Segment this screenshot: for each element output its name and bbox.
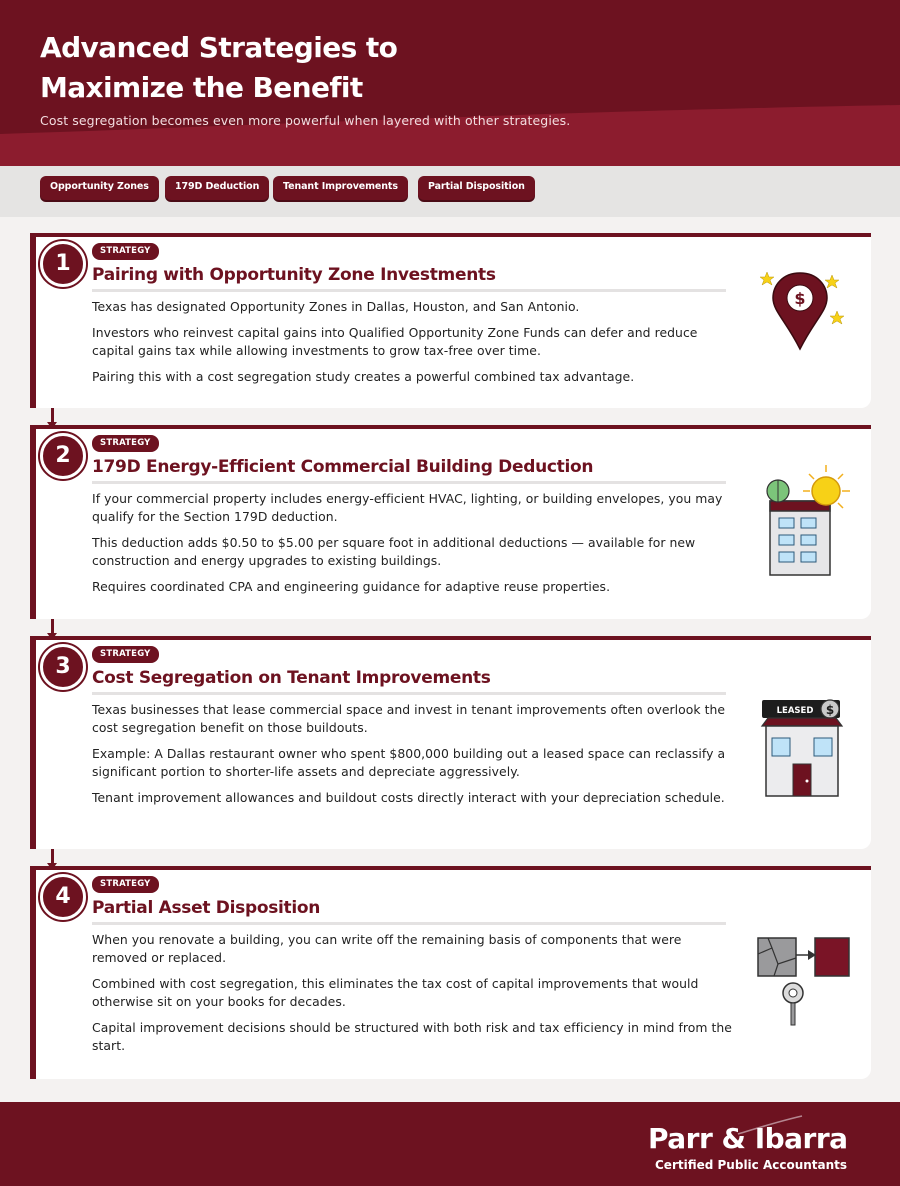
step-number: 2 — [40, 433, 86, 479]
strategy-paragraph: If your commercial property includes energy-efficient HVAC, lighting, or building envelopes, you may qualify for the Section 179D deduction. — [92, 491, 723, 524]
strategy-card-2 — [30, 425, 871, 619]
step-number: 1 — [40, 241, 86, 287]
leased-storefront-icon — [758, 696, 858, 801]
brand-tagline: Certified Public Accountants — [655, 1158, 848, 1172]
strategy-badge: STRATEGY — [92, 243, 159, 260]
strategy-paragraph: Requires coordinated CPA and engineering guidance for adaptive reuse properties. — [92, 579, 611, 594]
step-number: 4 — [40, 874, 86, 920]
strategy-body — [92, 298, 732, 394]
strategy-paragraph: Texas has designated Opportunity Zones in Dallas, Houston, and San Antonio. — [92, 299, 580, 314]
strategy-paragraph: Texas businesses that lease commercial space and invest in tenant improvements often overlook the cost segregation benefit on those buildouts. — [92, 702, 726, 735]
strategy-paragraph: Combined with cost segregation, this eliminates the tax cost of capital improvements that would otherwise sit on your books for decades. — [92, 976, 699, 1009]
component-replacement-icon — [754, 934, 860, 1030]
page-header — [0, 0, 900, 166]
strategy-body — [92, 490, 732, 604]
page-footer — [0, 1102, 900, 1186]
leased-sign-text: LEASED — [776, 706, 814, 716]
brand-logo-text: Parr & Ibarra — [648, 1122, 848, 1155]
strategy-title: Cost Segregation on Tenant Improvements — [92, 667, 726, 695]
strategy-card-3 — [30, 636, 871, 849]
strategy-paragraph: Example: A Dallas restaurant owner who spent $800,000 building out a leased space can reclassify a significant portion to shorter-life assets and depreciate aggressively. — [92, 746, 726, 779]
strategy-title: Pairing with Opportunity Zone Investments — [92, 264, 726, 292]
strategy-card-4 — [30, 866, 871, 1079]
strategy-paragraph: Pairing this with a cost segregation study creates a powerful combined tax advantage. — [92, 369, 635, 384]
map-pin-dollar-icon — [751, 267, 861, 357]
tag-partial-disposition[interactable]: Partial Disposition — [418, 176, 535, 200]
strategy-title: 179D Energy-Efficient Commercial Building Deduction — [92, 456, 726, 484]
strategy-paragraph: Investors who reinvest capital gains into Qualified Opportunity Zone Funds can defer and reduce capital gains tax while allowing investments to grow tax-free over time. — [92, 325, 698, 358]
strategy-card-1 — [30, 233, 871, 408]
strategy-body — [92, 931, 732, 1063]
strategy-paragraph: This deduction adds $0.50 to $5.00 per square foot in additional deductions — available for new construction and energy upgrades to existing buildings. — [92, 535, 696, 568]
step-number: 3 — [40, 644, 86, 690]
svg-text:$: $ — [825, 703, 835, 717]
page-subtitle: Cost segregation becomes even more powerful when layered with other strategies. — [40, 113, 571, 128]
page-title — [40, 28, 600, 108]
tag-tenant-improvements[interactable]: Tenant Improvements — [273, 176, 408, 200]
strategy-badge: STRATEGY — [92, 435, 159, 452]
page-title-line2: Maximize the Benefit — [40, 71, 363, 104]
tag-opportunity-zones[interactable]: Opportunity Zones — [40, 176, 159, 200]
strategy-paragraph: Capital improvement decisions should be structured with both risk and tax efficiency in mind from the start. — [92, 1020, 732, 1053]
strategy-body — [92, 701, 732, 815]
topic-tag-bar — [0, 166, 900, 217]
strategy-paragraph: When you renovate a building, you can write off the remaining basis of components that were removed or replaced. — [92, 932, 682, 965]
tag-179d-deduction[interactable]: 179D Deduction — [165, 176, 269, 200]
energy-building-icon — [758, 463, 858, 578]
strategy-paragraph: Tenant improvement allowances and buildout costs directly interact with your depreciation schedule. — [92, 790, 725, 805]
page-title-line1: Advanced Strategies to — [40, 31, 398, 64]
strategy-badge: STRATEGY — [92, 876, 159, 893]
svg-text:$: $ — [794, 289, 806, 308]
strategy-title: Partial Asset Disposition — [92, 897, 726, 925]
strategy-badge: STRATEGY — [92, 646, 159, 663]
